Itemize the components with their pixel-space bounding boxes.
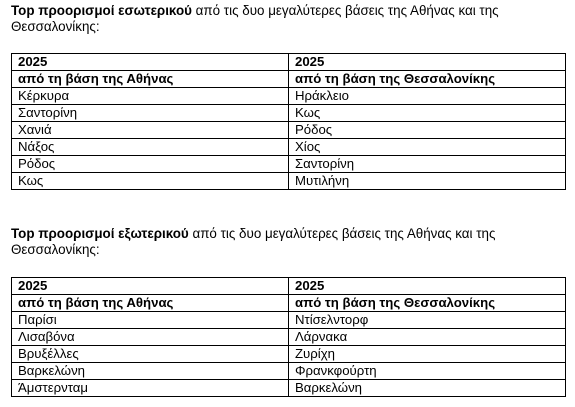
thessaloniki-destination: Χίος xyxy=(289,139,566,156)
table-row xyxy=(12,105,566,122)
table-row xyxy=(12,156,566,173)
international-title-bold: Top προορισμοί εξωτερικού xyxy=(11,226,189,241)
athens-destination: Κως xyxy=(12,173,289,190)
international-year-row xyxy=(12,278,566,295)
thessaloniki-destination: Ηράκλειο xyxy=(289,88,566,105)
international-year-athens: 2025 xyxy=(12,278,289,295)
international-header-athens: από τη βάση της Αθήνας xyxy=(12,295,289,312)
domestic-section xyxy=(11,3,567,190)
domestic-header-athens: από τη βάση της Αθήνας xyxy=(12,71,289,88)
table-row xyxy=(12,346,566,363)
athens-destination: Σαντορίνη xyxy=(12,105,289,122)
thessaloniki-destination: Ρόδος xyxy=(289,122,566,139)
domestic-year-athens: 2025 xyxy=(12,54,289,71)
international-intro xyxy=(11,226,561,258)
domestic-title-rest: από τις δυο μεγαλύτερες βάσεις της Αθήνας και της Θεσσαλονίκης: xyxy=(11,3,499,34)
international-table xyxy=(11,277,566,397)
domestic-table xyxy=(11,53,566,190)
athens-destination: Παρίσι xyxy=(12,312,289,329)
international-year-thessaloniki: 2025 xyxy=(289,278,566,295)
thessaloniki-destination: Σαντορίνη xyxy=(289,156,566,173)
international-header-thessaloniki: από τη βάση της Θεσσαλονίκης xyxy=(289,295,566,312)
table-row xyxy=(12,380,566,397)
athens-destination: Κέρκυρα xyxy=(12,88,289,105)
athens-destination: Νάξος xyxy=(12,139,289,156)
table-row xyxy=(12,363,566,380)
athens-destination: Άμστερνταμ xyxy=(12,380,289,397)
table-row xyxy=(12,122,566,139)
domestic-header-row xyxy=(12,71,566,88)
thessaloniki-destination: Λάρνακα xyxy=(289,329,566,346)
thessaloniki-destination: Μυτιλήνη xyxy=(289,173,566,190)
athens-destination: Λισαβόνα xyxy=(12,329,289,346)
domestic-header-thessaloniki: από τη βάση της Θεσσαλονίκης xyxy=(289,71,566,88)
table-row xyxy=(12,139,566,156)
thessaloniki-destination: Ντίσελντορφ xyxy=(289,312,566,329)
domestic-year-row xyxy=(12,54,566,71)
athens-destination: Βρυξέλλες xyxy=(12,346,289,363)
athens-destination: Χανιά xyxy=(12,122,289,139)
domestic-year-thessaloniki: 2025 xyxy=(289,54,566,71)
thessaloniki-destination: Κως xyxy=(289,105,566,122)
domestic-title-bold: Top προορισμοί εσωτερικού xyxy=(11,3,192,18)
thessaloniki-destination: Βαρκελώνη xyxy=(289,380,566,397)
athens-destination: Βαρκελώνη xyxy=(12,363,289,380)
international-section xyxy=(11,226,567,397)
table-row xyxy=(12,329,566,346)
table-row xyxy=(12,312,566,329)
international-title-rest: από τις δυο μεγαλύτερες βάσεις της Αθήνας και της Θεσσαλονίκης: xyxy=(11,226,496,257)
thessaloniki-destination: Ζυρίχη xyxy=(289,346,566,363)
table-row xyxy=(12,173,566,190)
thessaloniki-destination: Φρανκφούρτη xyxy=(289,363,566,380)
athens-destination: Ρόδος xyxy=(12,156,289,173)
table-row xyxy=(12,88,566,105)
domestic-intro xyxy=(11,3,561,35)
international-header-row xyxy=(12,295,566,312)
